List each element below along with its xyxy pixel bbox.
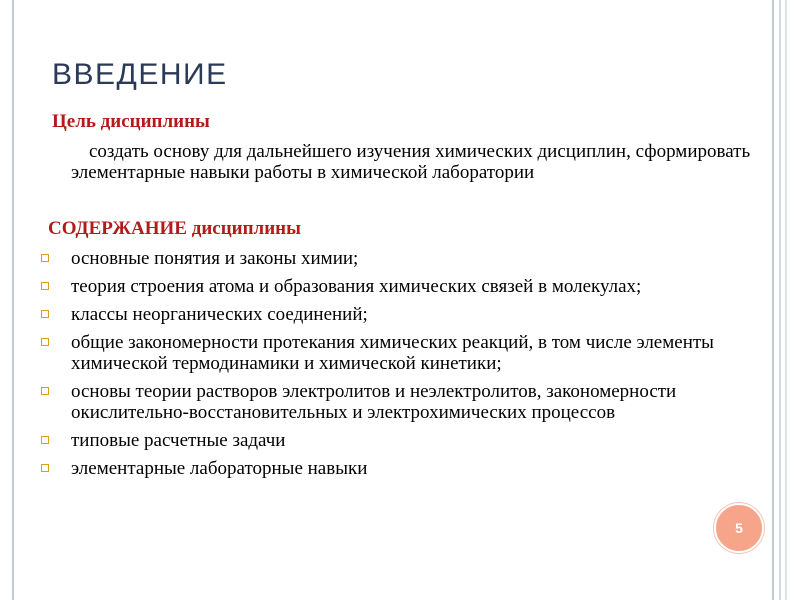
list-item-text: типовые расчетные задачи — [71, 430, 286, 451]
page-number-badge: 5 — [714, 503, 764, 553]
square-bullet-icon — [41, 464, 49, 472]
list-item-text: теория строения атома и образования химических связей в молекулах; — [71, 276, 642, 297]
square-bullet-icon — [41, 387, 49, 395]
list-item-text: классы неорганических соединений; — [71, 304, 368, 325]
list-item — [40, 430, 740, 451]
square-bullet-icon — [41, 436, 49, 444]
list-item — [40, 458, 740, 479]
list-item-text: основные понятия и законы химии; — [71, 248, 359, 269]
list-item — [40, 276, 740, 297]
square-bullet-icon — [41, 338, 49, 346]
list-item-text: элементарные лабораторные навыки — [71, 458, 368, 479]
frame-line-right-2 — [779, 0, 781, 600]
square-bullet-icon — [41, 254, 49, 262]
frame-line-right-3 — [785, 0, 787, 600]
list-item — [40, 248, 740, 269]
frame-line-left — [12, 0, 14, 600]
list-item-text: общие закономерности протекания химических реакций, в том числе элементы химической термодинамики и химической кинетики; — [71, 332, 714, 374]
slide-title: ВВЕДЕНИЕ — [52, 58, 228, 91]
list-item-text: основы теории растворов электролитов и неэлектролитов, закономерности окислительно-восстановительных и электрохимических процессов — [71, 381, 677, 423]
list-item — [40, 304, 740, 325]
list-item — [40, 332, 740, 374]
square-bullet-icon — [41, 282, 49, 290]
content-list — [40, 248, 740, 486]
square-bullet-icon — [41, 310, 49, 318]
goal-text: создать основу для дальнейшего изучения химических дисциплин, сформировать элементарные навыки работы в химической лаборатории — [71, 141, 751, 183]
goal-heading: Цель дисциплины — [52, 111, 210, 132]
frame-line-right-1 — [772, 0, 774, 600]
content-heading: СОДЕРЖАНИЕ дисциплины — [48, 218, 301, 239]
list-item — [40, 381, 740, 423]
